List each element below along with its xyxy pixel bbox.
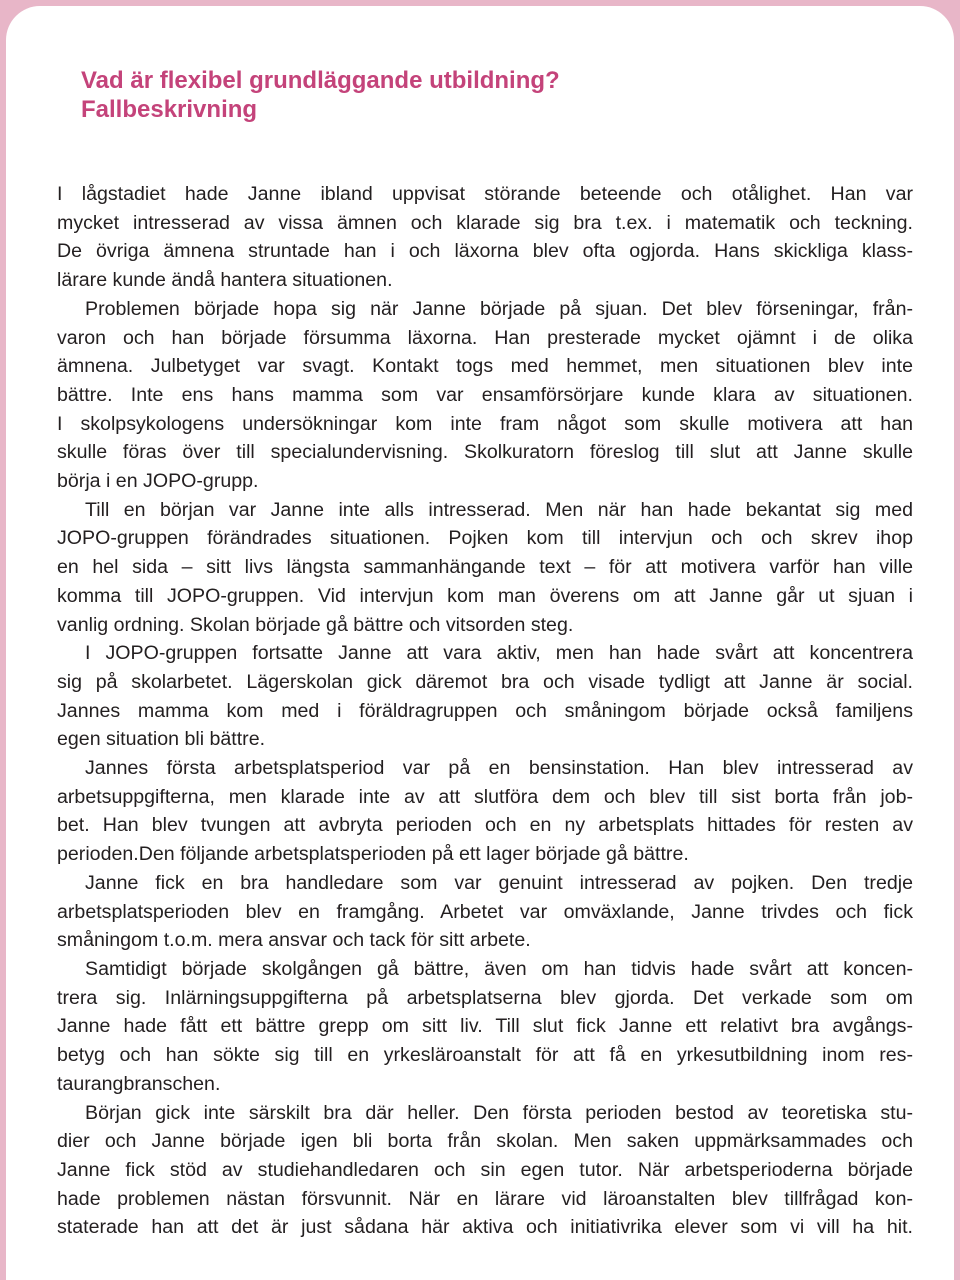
case-description [57,180,913,1242]
page-title [81,66,560,124]
text-line: staterade han att det är just sådana här aktiva och initiativrika elever som vi vill ha hit. [57,1216,913,1239]
text-line: Problemen började hopa sig när Janne började på sjuan. Det blev förseningar, från- [85,297,913,320]
text-line: I skolpsykologens undersökningar kom inte fram något som skulle motivera att han [57,412,913,435]
text-line: Janne fick stöd av studiehandledaren och sin egen tutor. När arbetsperioderna började [57,1158,913,1181]
page [6,6,954,1280]
text-line: Janne fick en bra handledare som var genuint intresserad av pojken. Den tredje [85,871,913,894]
paragraph-7 [57,955,913,1099]
text-line: JOPO-gruppen förändrades situationen. Pojken kom till intervjun och och skrev ihop [57,527,913,550]
text-line: bättre. Inte ens hans mamma som var ensamförsörjare kunde klara av situationen. [57,383,913,406]
text-line: egen situation bli bättre. [57,728,266,751]
text-line: trera sig. Inlärningsuppgifterna på arbetsplatserna blev gjorda. Det verkade som om [57,986,913,1009]
text-line: sig på skolarbetet. Lägerskolan gick däremot bra och visade tydligt att Janne är social. [57,670,913,693]
paragraph-8 [57,1099,913,1243]
text-line: Janne hade fått ett bättre grepp om sitt liv. Till slut fick Janne ett relativt bra avgångs- [57,1015,913,1038]
text-line: småningom t.o.m. mera ansvar och tack för sitt arbete. [57,929,531,952]
text-line: De övriga ämnena struntade han i och läxorna blev ofta ogjorda. Hans skickliga klass- [57,240,913,263]
text-line: varon och han började försumma läxorna. Han presterade mycket ojämnt i de olika [57,326,913,349]
text-line: hade problemen nästan försvunnit. När en lärare vid läroanstalten blev tillfrågad kon- [57,1187,913,1210]
paragraph-1 [57,180,913,295]
paragraph-6 [57,869,913,955]
text-line: Till en början var Janne inte alls intresserad. Men när han hade bekantat sig med [85,498,913,521]
text-line: en hel sida – sitt livs längsta sammanhängande text – för att motivera varför han ville [57,556,913,579]
title-line-1: Vad är flexibel grundläggande utbildning? [81,67,560,94]
text-line: bet. Han blev tvungen att avbryta perioden och en ny arbetsplats hittades för resten av [57,814,913,837]
text-line: Jannes mamma kom med i föräldragruppen och småningom började också familjens [57,699,913,722]
text-line: betyg och han sökte sig till en yrkesläroanstalt för att få en yrkesutbildning inom res- [57,1044,913,1067]
text-line: arbetsuppgifterna, men klarade inte av att slutföra dem och blev till sist borta från job- [57,785,913,808]
text-line: I JOPO-gruppen fortsatte Janne att vara aktiv, men han hade svårt att koncentrera [85,642,913,665]
text-line: taurangbranschen. [57,1072,221,1095]
text-line: komma till JOPO-gruppen. Vid intervjun kom man överens om att Janne går ut sjuan i [57,584,913,607]
paragraph-2 [57,295,913,496]
text-line: Början gick inte särskilt bra där heller. Den första perioden bestod av teoretiska stu- [85,1101,913,1124]
text-line: börja i en JOPO-grupp. [57,470,259,493]
title-line-2: Fallbeskrivning [81,96,258,123]
text-line: dier och Janne började igen bli borta från skolan. Men saken uppmärksammades och [57,1130,913,1153]
text-line: skulle föras över till specialundervisning. Skolkuratorn föreslog till slut att Janne skulle [57,441,913,464]
text-line: vanlig ordning. Skolan började gå bättre och vitsorden steg. [57,613,574,636]
paragraph-5 [57,754,913,869]
text-line: lärare kunde ändå hantera situationen. [57,269,393,292]
text-line: mycket intresserad av vissa ämnen och klarade sig bra t.ex. i matematik och teckning. [57,211,913,234]
text-line: Jannes första arbetsplatsperiod var på en bensinstation. Han blev intresserad av [85,757,913,780]
text-line: ämnena. Julbetyget var svagt. Kontakt togs med hemmet, men situationen blev inte [57,355,913,378]
paragraph-3 [57,496,913,640]
text-line: Samtidigt började skolgången gå bättre, även om han tidvis hade svårt att koncen- [85,957,913,980]
text-line: perioden.Den följande arbetsplatsperioden på ett lager började gå bättre. [57,843,689,866]
text-line: I lågstadiet hade Janne ibland uppvisat störande beteende och otålighet. Han var [57,183,913,205]
paragraph-4 [57,639,913,754]
text-line: arbetsplatsperioden blev en framgång. Arbetet var omväxlande, Janne trivdes och fick [57,900,913,923]
